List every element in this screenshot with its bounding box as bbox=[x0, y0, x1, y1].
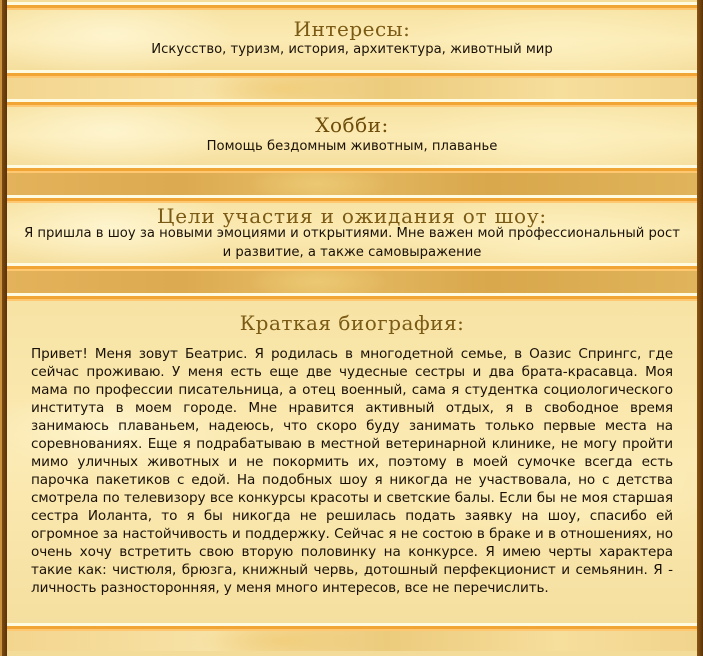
section-spacer bbox=[7, 78, 697, 99]
interests-section bbox=[7, 10, 697, 70]
goals-text: Я пришла в шоу за новыми эмоциями и открытиями. Мне важен мой профессиональный рост и развитие, а также самовыражение bbox=[24, 226, 680, 260]
section-spacer bbox=[7, 271, 697, 293]
hobby-section bbox=[7, 107, 697, 165]
bio-text: Привет! Меня зовут Беатрис. Я родилась в многодетной семье, в Оазис Спрингс, где сейчас проживаю. У меня есть еще две чудесные сестры и два брата-красавца. Моя мама по профессии писательница, а отец военный, сама я студентка социологического института в моем городе. Мне нравится активный отдых, я в свободное время занимаюсь плаваньем, надеюсь, что скоро буду занимать только первые места на соревнованиях. Еще я подрабатываю в местной ветеринарной клинике, не могу пройти мимо уличных животных и не покормить их, поэтому в моей сумочке всегда есть парочка пакетиков с едой. На подобных шоу я никогда не участвовала, но с детства смотрела по телевизору все конкурсы красоты и светские балы. Если бы не моя старшая сестра Иоланта, то я бы никогда не решилась подать заявку на шоу, спасибо ей огромное за настойчивость и поддержку. Сейчас я не состою в браке и в отношениях, но очень хочу встретить свою вторую половинку на конкурсе. Я имею черты характера такие как: чистюля, брюзга, книжный червь, дотошный перфекционист и семьянин. Я - личность разносторонняя, у меня много интересов, все не перечислить. bbox=[31, 346, 673, 596]
hobby-text: Помощь бездомным животным, плаванье bbox=[206, 139, 498, 154]
goals-title: Цели участия и ожидания от шоу: bbox=[157, 204, 547, 228]
hobby-title: Хобби: bbox=[315, 113, 389, 137]
section-spacer bbox=[7, 173, 697, 195]
interests-title: Интересы: bbox=[293, 17, 411, 41]
left-frame-border bbox=[0, 0, 7, 656]
right-frame-border bbox=[697, 0, 703, 656]
section-spacer bbox=[7, 631, 697, 651]
bio-section bbox=[7, 301, 697, 623]
interests-text: Искусство, туризм, история, архитектура, животный мир bbox=[151, 42, 553, 57]
profile-card bbox=[7, 0, 697, 651]
goals-section bbox=[7, 203, 697, 263]
bio-title: Краткая биография: bbox=[239, 311, 465, 335]
